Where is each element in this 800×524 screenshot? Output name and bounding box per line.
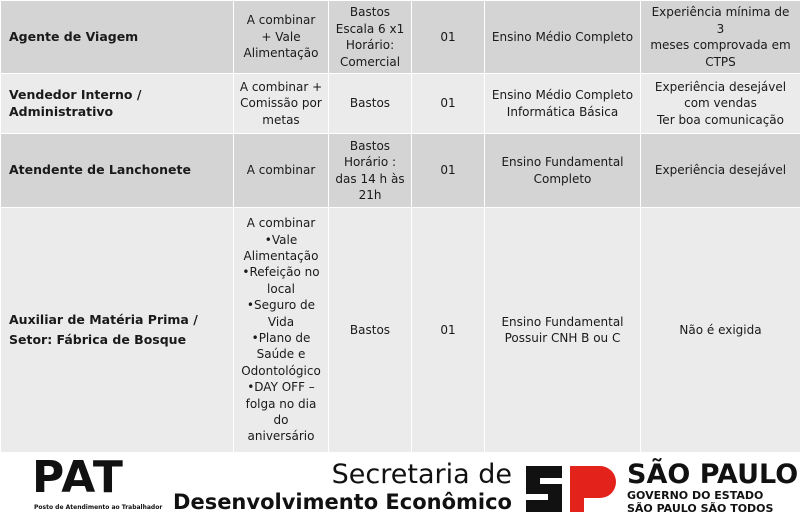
sp-logo-icon — [522, 464, 618, 514]
state-subtitle: GOVERNO DO ESTADO — [627, 489, 764, 502]
table-row — [1, 208, 800, 453]
job-vacancies: 01 — [412, 1, 485, 74]
job-experience: Experiência desejável — [641, 134, 800, 208]
job-location: Bastos Horário : das 14 h às 21h — [329, 134, 412, 208]
sp-logo-s-shape — [526, 466, 562, 512]
job-experience: Não é exigida — [641, 208, 800, 453]
sp-logo-p-shape — [570, 466, 616, 512]
pat-subtitle: Posto de Atendimento ao Trabalhador — [34, 504, 163, 511]
job-location: Bastos — [329, 74, 412, 134]
job-education: Ensino Médio Completo Informática Básica — [485, 74, 641, 134]
job-vacancies: 01 — [412, 74, 485, 134]
job-vacancies: 01 — [412, 208, 485, 453]
state-title: SÃO PAULO — [627, 459, 799, 490]
table-row — [1, 134, 800, 208]
table-row — [1, 74, 800, 134]
job-title: Auxiliar de Matéria Prima / Setor: Fábrica de Bosque — [1, 208, 234, 453]
pat-logo: PAT — [32, 452, 124, 503]
job-salary: A combinar •Vale Alimentação •Refeição no local •Seguro de Vida •Plano de Saúde e Odontológico •DAY OFF – folga no dia do aniversário — [234, 208, 329, 453]
job-education: Ensino Médio Completo — [485, 1, 641, 74]
secretaria-title: Secretaria de — [331, 459, 512, 490]
secretaria-subtitle: Desenvolvimento Econômico — [173, 490, 512, 514]
table-row — [1, 1, 800, 74]
state-slogan: SÃO PAULO SÃO TODOS — [627, 502, 774, 515]
job-experience: Experiência mínima de 3 meses comprovada em CTPS — [641, 1, 800, 74]
job-location: Bastos — [329, 208, 412, 453]
job-location: Bastos Escala 6 x1 Horário: Comercial — [329, 1, 412, 74]
job-salary: A combinar — [234, 134, 329, 208]
job-title: Vendedor Interno / Administrativo — [1, 74, 234, 134]
job-experience: Experiência desejável com vendas Ter boa comunicação — [641, 74, 800, 134]
job-vacancies: 01 — [412, 134, 485, 208]
job-education: Ensino Fundamental Possuir CNH B ou C — [485, 208, 641, 453]
job-salary: A combinar + Vale Alimentação — [234, 1, 329, 74]
footer-banner — [0, 452, 800, 524]
job-title: Atendente de Lanchonete — [1, 134, 234, 208]
job-salary: A combinar + Comissão por metas — [234, 74, 329, 134]
job-education: Ensino Fundamental Completo — [485, 134, 641, 208]
job-title: Agente de Viagem — [1, 1, 234, 74]
